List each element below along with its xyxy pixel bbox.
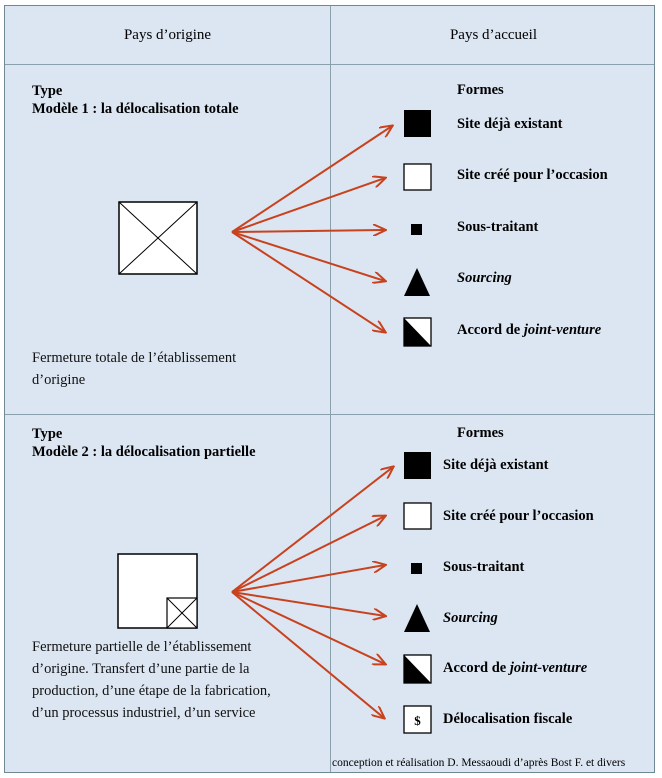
credits-footer: conception et réalisation D. Messaoudi d’après Bost F. et divers (332, 757, 626, 769)
model1-form-label: Accord de joint-venture (457, 322, 602, 338)
model1-arrow-to-subcontractor (232, 230, 385, 232)
model2-forms-title: Formes (457, 425, 504, 441)
model1-forms-title: Formes (457, 82, 504, 98)
host-header: Pays d’accueil (449, 26, 538, 43)
model2-arrow-to-new-site (232, 516, 385, 592)
model1-arrow-to-new-site (232, 178, 385, 232)
model2-arrow-to-joint-venture (232, 592, 385, 664)
triangle-icon (404, 604, 430, 632)
model2-type-label: Type (32, 426, 63, 442)
model1-arrow-to-sourcing (232, 232, 385, 281)
model1-form-label: Site déjà existant (457, 116, 563, 132)
model1-form-label: Sourcing (457, 270, 512, 286)
empty-square-icon (404, 164, 431, 190)
model2-arrow-to-subcontractor (232, 565, 385, 592)
triangle-icon (404, 268, 430, 296)
model2-arrow-to-existing-site (232, 467, 393, 592)
model2-origin-site-icon (118, 554, 197, 628)
model1-arrows (232, 126, 392, 332)
small-square-icon (411, 224, 422, 235)
model2-form-label: Accord de joint-venture (443, 660, 588, 676)
dollar-symbol: $ (414, 713, 421, 728)
model1-type-label: Type (32, 83, 63, 99)
model1-arrow-to-joint-venture (232, 232, 385, 332)
model2-form-label: Délocalisation fiscale (443, 711, 573, 727)
filled-square-icon (404, 452, 431, 479)
model2-description-line: Fermeture partielle de l’établissement (32, 639, 252, 655)
model2-description-line: production, d’une étape de la fabrication, (32, 683, 271, 699)
model1-arrow-to-existing-site (232, 126, 392, 232)
model2-form-label: Sous-traitant (443, 559, 525, 575)
model2-description-line: d’un processus industriel, d’un service (32, 705, 256, 721)
dollar-box-icon (404, 706, 431, 733)
model2-form-label: Sourcing (443, 610, 498, 626)
model2-title: Modèle 2 : la délocalisation partielle (32, 444, 256, 460)
model2-arrows (232, 467, 393, 718)
model1-description-line: Fermeture totale de l’établissement (32, 350, 237, 366)
model1-title: Modèle 1 : la délocalisation totale (32, 101, 239, 117)
small-square-icon (411, 563, 422, 574)
model2-form-label: Site créé pour l’occasion (443, 508, 594, 524)
model2-arrow-to-tax-relocation (232, 592, 384, 718)
empty-square-icon (404, 503, 431, 529)
model1-description-line: d’origine (32, 372, 86, 388)
model1-form-label: Sous-traitant (457, 219, 539, 235)
model2-arrow-to-sourcing (232, 592, 385, 616)
filled-square-icon (404, 110, 431, 137)
model2-form-label: Site déjà existant (443, 457, 549, 473)
origin-header: Pays d’origine (123, 26, 212, 43)
half-square-icon (404, 655, 431, 683)
half-square-icon (404, 318, 431, 346)
model1-origin-site-icon (119, 202, 197, 274)
model2-description-line: d’origine. Transfert d’une partie de la (32, 661, 250, 677)
model1-form-label: Site créé pour l’occasion (457, 167, 608, 183)
